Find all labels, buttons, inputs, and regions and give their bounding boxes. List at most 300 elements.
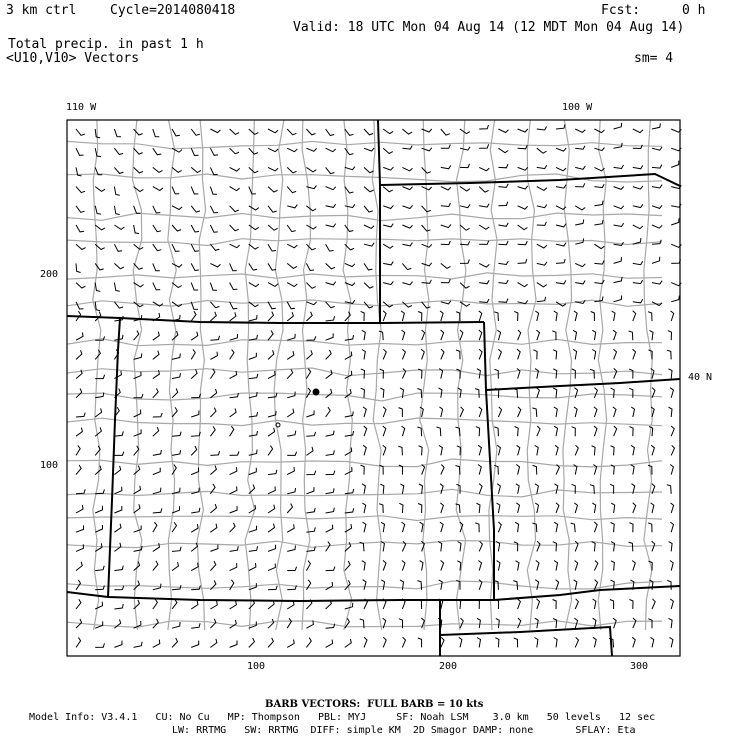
wind-barb (306, 447, 313, 456)
wind-barb (210, 244, 219, 250)
wind-barb (419, 446, 423, 456)
wind-barb (575, 599, 578, 609)
wind-barb (172, 562, 179, 571)
wind-barb (594, 561, 597, 571)
wind-barb (345, 167, 355, 170)
wind-barb (573, 349, 576, 359)
wind-barb (457, 446, 461, 456)
wind-barb (191, 225, 199, 232)
wind-barb (306, 369, 310, 379)
wind-barb (230, 546, 239, 551)
wind-barb (571, 523, 576, 532)
wind-barb (95, 566, 104, 571)
wind-barb (536, 330, 539, 340)
wind-barb (191, 167, 201, 172)
county-line (67, 141, 662, 148)
wind-barb (76, 525, 84, 532)
wind-barb (153, 508, 162, 513)
wind-barb (364, 637, 367, 647)
wind-barb (670, 522, 673, 532)
wind-barb (114, 566, 123, 571)
wind-barb (593, 618, 596, 628)
wind-barb (268, 638, 273, 648)
wind-barb (210, 619, 216, 628)
city-marker-denver (313, 389, 320, 396)
wind-barb (191, 601, 198, 609)
wind-barb (153, 167, 163, 172)
wind-barb (479, 144, 488, 148)
wind-barb (363, 407, 366, 417)
wind-barb (306, 508, 315, 513)
wind-barb (592, 446, 596, 456)
wind-barb (210, 639, 217, 648)
wind-barb (230, 244, 240, 248)
wind-barb (383, 281, 393, 284)
wind-barb (172, 373, 181, 379)
wind-barb (381, 580, 384, 590)
wind-barb (210, 148, 218, 155)
wind-barb (326, 350, 332, 359)
wind-barb (402, 561, 405, 571)
smoothing-label: sm= 4 (634, 51, 674, 66)
wind-barb (537, 165, 547, 168)
wind-barb (671, 218, 679, 225)
wind-barb (191, 283, 198, 290)
wind-barb (76, 638, 81, 648)
wind-barb (438, 542, 442, 552)
wind-barb (498, 299, 508, 303)
county-line (563, 120, 572, 630)
wind-barb (210, 206, 218, 213)
wind-barb (478, 465, 481, 475)
wind-barb (614, 368, 617, 378)
wind-barb (536, 561, 539, 571)
wind-barb (535, 311, 538, 321)
wind-barb (249, 315, 257, 321)
wind-barb (210, 408, 216, 417)
wind-barb (249, 450, 257, 456)
wind-barb (670, 561, 673, 571)
wind-barb (153, 561, 158, 571)
wind-barb (614, 426, 617, 436)
wind-barb (441, 129, 450, 135)
wind-barb (95, 187, 105, 192)
wind-barb (114, 283, 119, 292)
wind-barb (441, 165, 451, 168)
wind-barb (326, 244, 334, 251)
wind-barb (669, 542, 673, 552)
wind-barb (610, 600, 614, 610)
wind-barb (210, 283, 217, 291)
wind-barb (402, 263, 411, 269)
wind-barb (441, 187, 451, 190)
wind-barb (364, 187, 374, 192)
wind-barb (153, 148, 161, 155)
wind-barb (287, 524, 294, 532)
wind-barb (556, 167, 566, 170)
wind-barb (76, 206, 85, 213)
wind-barb (439, 445, 442, 455)
wind-barb (134, 394, 143, 398)
wind-barb (402, 349, 405, 359)
wind-barb (593, 637, 596, 647)
wind-barb (114, 431, 123, 436)
wind-barb (575, 220, 584, 226)
wind-barb (594, 388, 597, 398)
wind-barb (345, 561, 350, 571)
wind-barb (422, 330, 425, 340)
wind-barb (477, 638, 481, 648)
wind-barb (650, 330, 654, 340)
wind-barb (230, 225, 239, 231)
wind-barb (402, 225, 412, 228)
wind-barb (287, 392, 295, 398)
wind-barb (592, 350, 595, 360)
wind-barb (497, 561, 500, 571)
wind-barb (172, 283, 182, 288)
wind-barb (172, 244, 180, 251)
wind-barb (249, 353, 257, 360)
wind-barb (537, 244, 547, 248)
wind-barb (172, 225, 181, 231)
wind-barb (172, 638, 178, 647)
county-line (93, 120, 101, 630)
wind-barb (532, 408, 536, 417)
wind-barb (268, 586, 277, 590)
wind-barb (134, 642, 143, 648)
wind-barb (479, 167, 489, 170)
wind-barb (459, 637, 462, 647)
wind-barb (518, 618, 521, 628)
wind-barb (268, 148, 278, 152)
wind-barb (402, 129, 412, 134)
wind-barb (172, 129, 180, 136)
wind-barb (592, 503, 595, 513)
wind-barb (345, 204, 355, 207)
wind-barb (268, 428, 275, 436)
wind-barb (210, 561, 215, 571)
wind-barb (287, 409, 294, 417)
wind-barb (535, 503, 538, 513)
wind-barb (345, 467, 352, 475)
wind-barb (383, 148, 393, 153)
wind-barb (515, 427, 519, 437)
wind-barb (172, 206, 182, 210)
wind-barb (172, 622, 180, 628)
wind-barb (439, 407, 442, 417)
wind-barb (364, 167, 374, 172)
wind-barb (287, 351, 294, 359)
wind-barb (477, 618, 480, 628)
wind-barb (287, 369, 293, 378)
wind-barb (537, 426, 540, 436)
wind-barb (479, 125, 488, 129)
wind-barb (76, 599, 81, 609)
wind-barb (114, 506, 121, 513)
wind-barb (460, 164, 470, 168)
wind-barb (364, 129, 373, 135)
wind-barb (153, 388, 158, 398)
oklahoma-texas-border (440, 627, 612, 656)
wind-barb (361, 388, 365, 398)
wind-barb (230, 506, 238, 513)
wind-barb (457, 561, 461, 571)
wind-barb (210, 504, 216, 513)
wind-barb (497, 484, 500, 494)
wind-barb (326, 129, 335, 136)
wind-barb (306, 283, 315, 289)
run-name: 3 km ctrl (6, 3, 77, 18)
wind-barb (399, 503, 403, 513)
wind-barb (306, 263, 314, 270)
wind-barb (402, 369, 405, 379)
wind-barb (573, 330, 577, 340)
wind-barb (76, 283, 86, 288)
wind-barb (614, 187, 624, 190)
wind-barb (632, 637, 635, 647)
wind-barb (495, 638, 499, 648)
wind-barb (326, 567, 335, 571)
wind-barb (362, 484, 365, 494)
wind-barb (153, 283, 160, 290)
wind-barb (479, 330, 482, 340)
wind-barb (458, 542, 462, 552)
wind-barb (420, 522, 423, 532)
wind-barb (287, 283, 297, 287)
wind-barb (498, 129, 508, 133)
wind-barb (518, 129, 528, 132)
wind-barb (249, 206, 259, 210)
wind-barb (191, 508, 200, 513)
wind-barb (671, 445, 674, 455)
wind-barb (345, 129, 354, 135)
wind-barb (306, 432, 315, 436)
wind-barb (498, 202, 507, 206)
wind-barb (153, 413, 162, 417)
wind-barb (498, 148, 508, 153)
wind-barb (633, 186, 643, 189)
wind-barb (306, 638, 311, 648)
wind-barb (76, 505, 83, 513)
wind-barb (191, 244, 199, 251)
wind-barb (172, 547, 181, 552)
wind-barb (326, 167, 335, 173)
wind-barb (440, 522, 443, 532)
wind-barb (652, 147, 662, 150)
wind-barb (230, 283, 238, 290)
wind-barb (440, 311, 443, 321)
wind-barb (478, 561, 481, 571)
wind-barb (210, 352, 217, 360)
wind-barb (326, 316, 335, 321)
wind-barb (614, 123, 622, 129)
wind-barb (306, 410, 314, 417)
wind-barb (670, 599, 673, 609)
wind-barb (514, 542, 518, 552)
wind-barb (363, 522, 366, 532)
wind-barb (517, 349, 520, 359)
wind-barb (134, 504, 140, 513)
wind-barb (537, 222, 547, 226)
county-line (67, 459, 662, 467)
wind-barb (210, 524, 217, 533)
wind-barb (114, 244, 122, 251)
wind-barb (268, 206, 277, 212)
wind-barb (535, 445, 538, 455)
wind-barb (249, 526, 257, 533)
wind-barb (153, 206, 161, 213)
wind-barb (95, 408, 101, 417)
wind-barb (249, 283, 259, 287)
wind-barb (249, 263, 257, 270)
wind-barb (556, 259, 565, 263)
wind-barb (402, 167, 412, 171)
wind-barb (456, 350, 460, 359)
wind-barb (362, 330, 366, 340)
wind-barb (574, 503, 577, 513)
wind-barb (153, 187, 163, 191)
wind-barb (441, 465, 444, 475)
wind-barb (592, 330, 595, 340)
wind-barb (326, 148, 336, 152)
wind-barb (554, 561, 557, 571)
wind-barb (361, 369, 365, 379)
wind-barb (671, 161, 679, 168)
wind-barb (441, 279, 451, 283)
wind-barb (555, 445, 558, 455)
wind-barb (326, 431, 335, 437)
wind-barb (594, 201, 603, 206)
wind-barb (460, 407, 463, 417)
wind-barb (364, 426, 367, 436)
wind-barb (652, 281, 662, 284)
wind-barb (614, 296, 622, 302)
wind-barb (287, 618, 291, 628)
wind-barb (497, 503, 500, 513)
wind-barb (210, 369, 215, 379)
wind-barb (153, 263, 160, 270)
wind-barb (287, 504, 292, 514)
wind-barb (671, 503, 674, 513)
wind-barb (268, 487, 275, 494)
wind-barb (479, 349, 482, 359)
wind-barb (153, 244, 162, 251)
wind-barb (383, 637, 386, 647)
wind-barb (517, 599, 520, 609)
wind-barb (402, 522, 405, 532)
wind-barb (476, 427, 480, 437)
wind-barb (76, 350, 82, 359)
wind-barb (134, 331, 139, 341)
field-title: Total precip. in past 1 h (8, 37, 204, 52)
wind-barb (535, 580, 538, 590)
wind-barb (230, 580, 234, 590)
wind-barb (95, 283, 100, 292)
wind-barb (345, 431, 354, 436)
wind-barb (361, 465, 365, 475)
wind-barb (287, 225, 296, 232)
wind-barb (268, 312, 274, 321)
wind-barb (556, 503, 559, 513)
wind-barb (95, 302, 100, 311)
wind-barb (172, 450, 181, 455)
wind-barb (594, 148, 604, 151)
wind-barb (518, 283, 528, 287)
wind-barb (268, 225, 278, 230)
wind-barb (614, 165, 624, 169)
wind-barb (230, 263, 237, 270)
wind-barb (362, 561, 365, 571)
wind-barb (95, 602, 102, 609)
wind-barb (535, 484, 538, 494)
wind-barb (134, 167, 143, 173)
wind-barb (287, 334, 295, 340)
wind-barb (418, 638, 422, 647)
wind-barb (633, 165, 643, 168)
wind-barb (95, 643, 104, 647)
wind-barb (230, 129, 240, 134)
wind-barb (76, 428, 82, 437)
wind-barb (210, 451, 219, 455)
grid-label-y-200: 200 (40, 269, 59, 280)
grid-label-x-100: 100 (247, 661, 266, 672)
wind-barb (362, 350, 365, 360)
wind-barb (383, 311, 386, 321)
wind-barb (249, 546, 258, 551)
county-line (67, 418, 662, 426)
wind-barb (556, 243, 566, 246)
wind-barb (611, 446, 615, 456)
wind-barb (439, 580, 443, 590)
wind-barb (536, 388, 539, 398)
wind-barb (268, 524, 275, 533)
wind-barb (594, 220, 603, 225)
wind-barb (230, 523, 236, 532)
wind-barb (652, 257, 660, 264)
wind-barb (361, 311, 365, 321)
wind-barb (498, 184, 508, 188)
wind-barb (648, 523, 652, 532)
wind-barb (210, 225, 217, 232)
wind-barb (418, 504, 422, 514)
wind-barb (575, 445, 578, 455)
wind-barb (575, 129, 585, 132)
wind-barb (554, 407, 557, 417)
wind-barb (554, 638, 558, 648)
wind-barb (417, 427, 421, 436)
wind-barb (306, 148, 316, 151)
wind-barb (364, 263, 372, 270)
wind-barb (537, 205, 547, 208)
wind-barb (554, 426, 557, 436)
wind-barb (441, 225, 451, 228)
wind-barb (134, 244, 144, 249)
wind-barb (669, 407, 673, 417)
wind-barb (76, 489, 85, 493)
wind-barb (533, 350, 537, 360)
wind-barb (441, 560, 444, 570)
wind-barb (422, 148, 432, 151)
county-line (67, 541, 662, 548)
wind-barb (76, 148, 84, 155)
wind-barb (553, 388, 557, 398)
wind-barb (518, 241, 528, 245)
wind-barb (287, 167, 296, 173)
wind-barb (515, 522, 519, 532)
wind-barb (421, 349, 424, 359)
wind-barb (652, 185, 662, 188)
wind-barb (441, 349, 444, 359)
